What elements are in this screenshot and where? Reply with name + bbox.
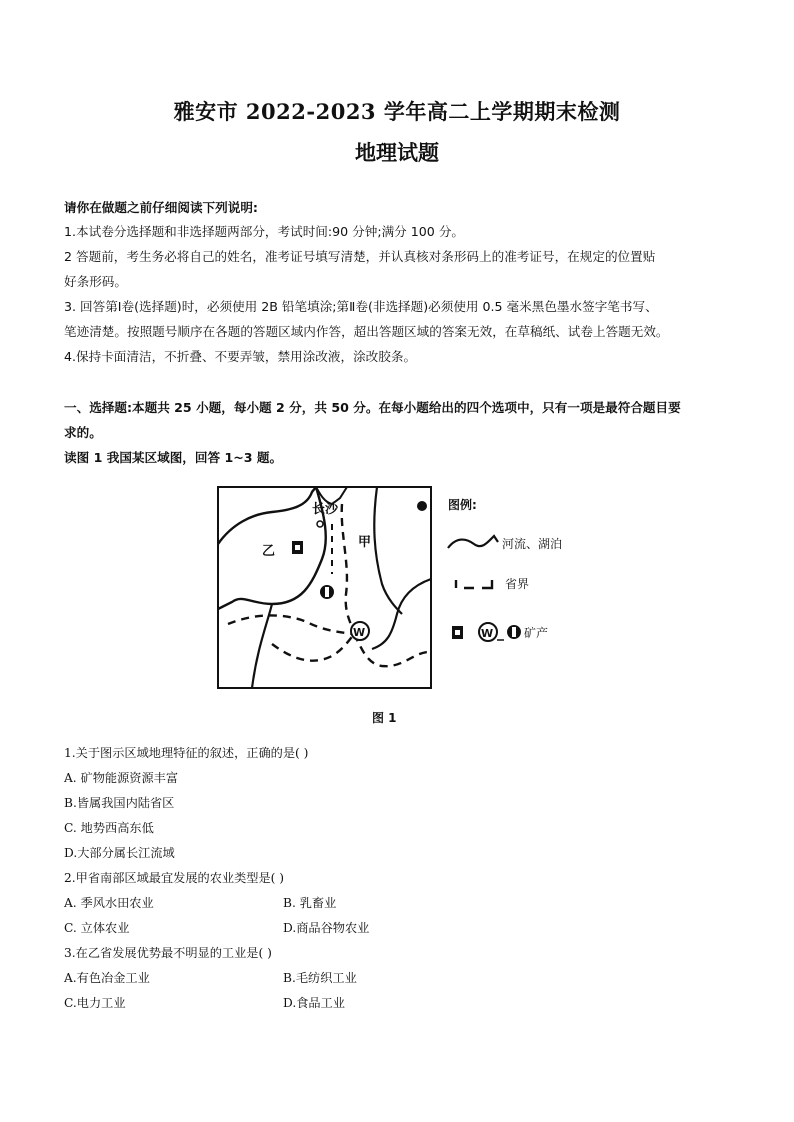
legend-border-label: 省界	[505, 577, 530, 591]
question-3-option-a: A.有色冶金工业	[64, 971, 150, 985]
question-1-option-d: D.大部分属长江流域	[64, 846, 175, 860]
question-3-stem: 3.在乙省发展优势最不明显的工业是( )	[64, 946, 272, 960]
instruction-2-line1: 2 答题前，考生务必将自己的姓名，准考证号填写清楚，并认真核对条形码上的准考证号，在规定的位置贴	[64, 249, 656, 264]
svg-text:W: W	[481, 627, 494, 640]
question-3-option-d: D.食品工业	[283, 996, 345, 1010]
question-3-option-c: C.电力工业	[64, 996, 126, 1010]
exam-subtitle: 地理试题	[355, 140, 439, 165]
question-3-option-b: B.毛纺织工业	[283, 971, 357, 985]
section-heading-line1: 一、选择题:本题共 25 小题，每小题 2 分，共 50 分。在每小题给出的四个选项中，只有一项是最符合题目要	[64, 400, 681, 415]
changsha-marker	[317, 521, 323, 527]
exam-title: 雅安市 2022-2023 学年高二上学期期末检测	[173, 99, 621, 124]
question-2-option-c: C. 立体农业	[64, 921, 130, 935]
instruction-3-line1: 3. 回答第Ⅰ卷(选择题)时，必须使用 2B 铅笔填涂;第Ⅱ卷(非选择题)必须使用 0.5 毫米黑色墨水签字笔书写、	[64, 299, 658, 314]
question-2-option-b: B. 乳畜业	[283, 896, 337, 910]
instruction-1: 1.本试卷分选择题和非选择题两部分，考试时间:90 分钟;满分 100 分。	[64, 224, 465, 239]
question-1-option-b: B.皆属我国内陆省区	[64, 796, 175, 810]
figure-caption: 图 1	[372, 711, 397, 725]
question-1-option-a: A. 矿物能源资源丰富	[64, 771, 179, 785]
section-heading-line2: 求的。	[64, 425, 102, 440]
question-1-stem: 1.关于图示区域地理特征的叙述，正确的是( )	[64, 746, 309, 760]
instruction-3-line2: 笔迹清楚。按照题号顺序在各题的答题区域内作答，超出答题区域的答案无效，在草稿纸、试卷上答题无效。	[64, 324, 669, 339]
instruction-4: 4.保持卡面清洁，不折叠、不要弄皱，禁用涂改液，涂改胶条。	[64, 349, 417, 364]
changsha-label: 长沙	[312, 502, 339, 517]
region-yi-label: 乙	[262, 544, 276, 559]
question-2-option-a: A. 季风水田农业	[64, 896, 154, 910]
legend-river-label: 河流、湖泊	[502, 537, 563, 551]
instruction-2-line2: 好条形码。	[64, 274, 127, 289]
legend-border-icon	[456, 580, 492, 588]
legend-river-icon	[448, 536, 498, 548]
question-1-option-c: C. 地势西高东低	[64, 821, 154, 835]
mineral-w-label: W	[353, 626, 366, 639]
section-intro: 读图 1 我国某区域图，回答 1~3 题。	[64, 450, 283, 465]
question-2-stem: 2.甲省南部区域最宜发展的农业类型是( )	[64, 871, 285, 885]
instructions-heading: 请你在做题之前仔细阅读下列说明:	[64, 200, 258, 215]
legend-mineral-label: 矿产	[524, 626, 549, 640]
legend-title: 图例:	[448, 498, 477, 512]
question-2-option-d: D.商品谷物农业	[283, 921, 370, 935]
region-map-figure	[212, 484, 612, 694]
region-jia-label: 甲	[358, 535, 372, 550]
